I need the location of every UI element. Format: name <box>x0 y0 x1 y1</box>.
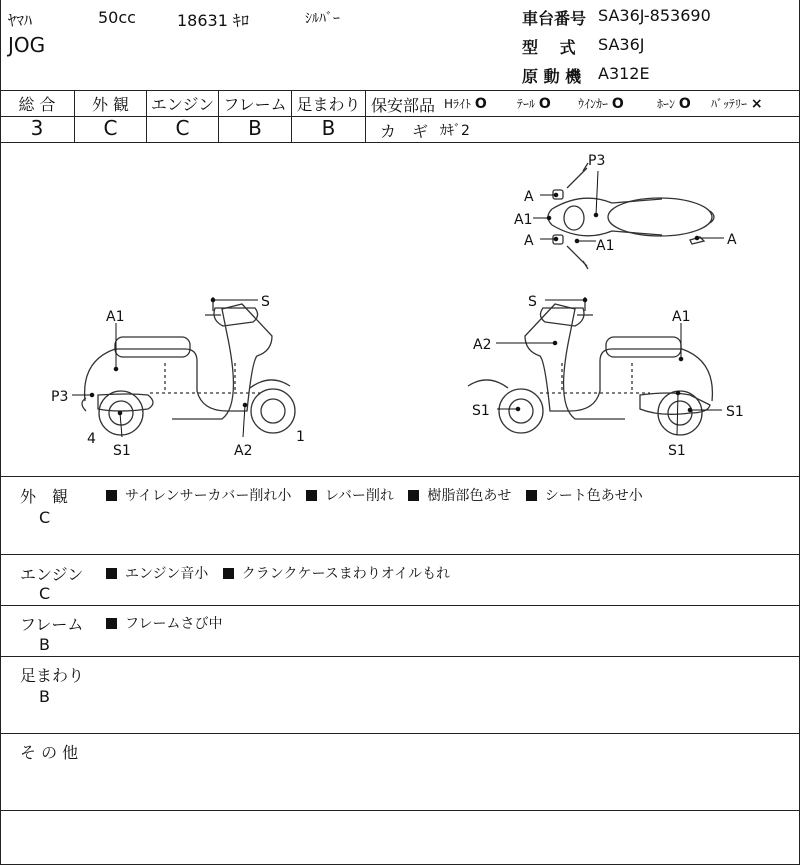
grade-header-exterior: 外 観 <box>91 95 130 114</box>
safety-item-headlight: Hﾗｲﾄ O <box>444 96 487 112</box>
note-grade-frame: B <box>39 635 50 654</box>
label-top-a-2: A <box>524 233 534 249</box>
color: ｼﾙﾊﾞｰ <box>305 11 340 27</box>
label-right-s1-left: S1 <box>472 403 490 419</box>
displacement: 50cc <box>98 8 136 27</box>
label-left-1: 1 <box>296 429 305 445</box>
note-grade-suspension: B <box>39 687 50 706</box>
label-left-a1: A1 <box>106 309 125 325</box>
note-items-exterior <box>106 485 653 505</box>
label-right-a1: A1 <box>672 309 691 325</box>
label-left-s1: S1 <box>113 443 131 459</box>
note-item: レバー削れ <box>306 488 394 504</box>
label-left-4: 4 <box>87 431 96 447</box>
chassis-value: SA36J-853690 <box>598 6 711 25</box>
type-label: 型 式 <box>522 38 576 57</box>
grade-header-suspension: 足まわり <box>296 95 361 114</box>
safety-item-battery: ﾊﾞｯﾃﾘｰ × <box>711 96 763 112</box>
grade-header-frame: フレーム <box>223 95 287 114</box>
safety-item-winker: ｳｲﾝｶｰ O <box>578 96 624 112</box>
note-grade-exterior: C <box>39 508 51 527</box>
scooter-top-view <box>548 163 714 269</box>
grade-frame: B <box>248 116 262 140</box>
note-grade-engine: C <box>39 584 51 603</box>
damage-diagram <box>0 143 800 476</box>
note-items-engine <box>106 563 460 583</box>
type-value: SA36J <box>598 35 645 54</box>
engine-value: A312E <box>598 64 650 83</box>
note-label-suspension: 足まわり <box>20 666 85 685</box>
safety-label: 保安部品 <box>371 96 436 115</box>
left-view-callouts <box>72 298 258 437</box>
note-item: エンジン音小 <box>106 566 208 582</box>
safety-item-horn: ﾎｰﾝ O <box>657 96 691 112</box>
grade-exterior: C <box>103 116 118 140</box>
note-label-engine: エンジン <box>20 565 84 584</box>
label-left-a2: A2 <box>234 443 253 459</box>
note-item: クランクケースまわりオイルもれ <box>223 566 450 582</box>
model-name: JOG <box>8 33 46 57</box>
grade-header-overall: 総 合 <box>18 95 56 114</box>
mileage: 18631 ｷﾛ <box>177 11 249 30</box>
label-left-p3: P3 <box>51 389 69 405</box>
grade-suspension: B <box>321 116 336 140</box>
label-right-s1-right: S1 <box>726 404 744 420</box>
note-item: フレームさび中 <box>106 616 222 632</box>
label-right-a2: A2 <box>473 337 492 353</box>
grade-overall: 3 <box>30 116 44 140</box>
label-top-a-right: A <box>727 232 737 248</box>
label-top-a-1: A <box>524 189 534 205</box>
note-item: サイレンサーカバー削れ小 <box>106 488 291 504</box>
note-label-exterior: 外 観 <box>20 487 69 506</box>
key-label: カ ギ <box>380 122 429 141</box>
note-item: シート色あせ小 <box>526 488 643 504</box>
label-top-p3: P3 <box>588 153 606 169</box>
chassis-label: 車台番号 <box>522 9 587 28</box>
label-right-s: S <box>528 294 537 310</box>
note-label-frame: フレーム <box>20 615 84 634</box>
key-value: ｶｷﾞ2 <box>440 123 470 139</box>
maker: ﾔﾏﾊ <box>8 11 33 30</box>
label-left-s: S <box>261 294 270 310</box>
note-items-frame <box>106 613 232 633</box>
engine-label: 原 動 機 <box>522 67 582 86</box>
note-item: 樹脂部色あせ <box>408 488 511 504</box>
safety-item-tail: ﾃｰﾙ O <box>517 96 551 112</box>
note-label-other: そ の 他 <box>20 743 79 762</box>
label-right-s1-bottom: S1 <box>668 443 686 459</box>
label-top-a1-bottom: A1 <box>596 238 615 254</box>
grade-header-engine: エンジン <box>150 95 215 114</box>
grade-engine: C <box>175 116 190 140</box>
label-top-a1: A1 <box>514 212 533 228</box>
